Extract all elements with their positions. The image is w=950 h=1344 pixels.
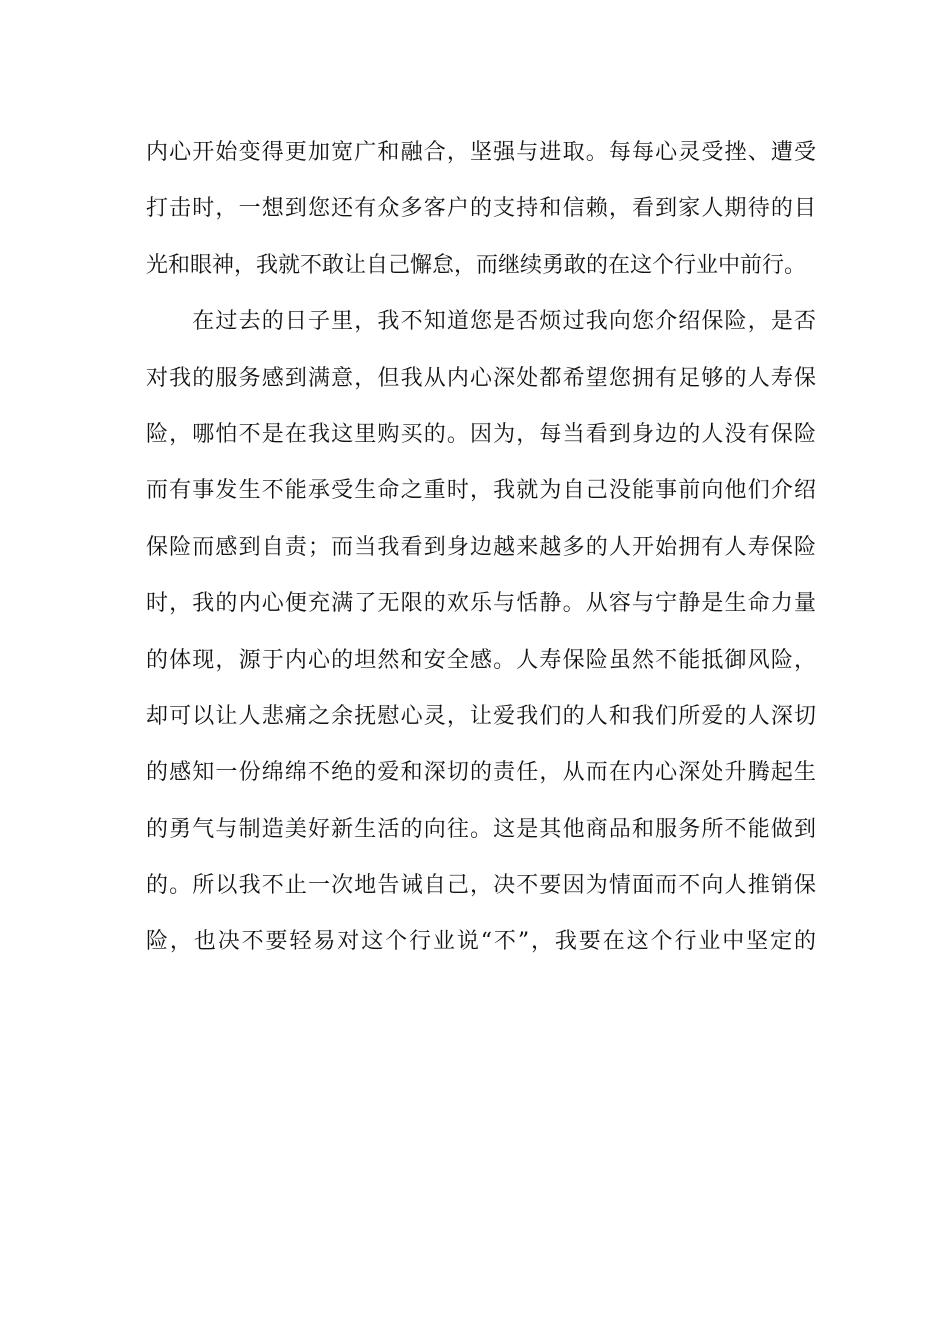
text-line: 保险而感到自责；而当我看到身边越来越多的人开始拥有人寿保险 bbox=[146, 534, 816, 560]
text-line: 险，哪怕不是在我这里购买的。因为，每当看到身边的人没有保险 bbox=[146, 421, 816, 447]
text-line: 的。所以我不止一次地告诫自己，决不要因为情面而不向人推销保 bbox=[146, 873, 816, 899]
text-line: 而有事发生不能承受生命之重时，我就为自己没能事前向他们介绍 bbox=[146, 478, 816, 504]
text-line: 的体现，源于内心的坦然和安全感。人寿保险虽然不能抵御风险， bbox=[146, 647, 816, 673]
text-line: 打击时，一想到您还有众多客户的支持和信赖，看到家人期待的目 bbox=[146, 196, 816, 222]
text-line: 内心开始变得更加宽广和融合，坚强与进取。每每心灵受挫、遭受 bbox=[146, 140, 816, 165]
text-line: 时，我的内心便充满了无限的欢乐与恬静。从容与宁静是生命力量 bbox=[146, 591, 816, 617]
text-line: 对我的服务感到满意，但我从内心深处都希望您拥有足够的人寿保 bbox=[146, 365, 816, 391]
text-line: 险，也决不要轻易对这个行业说“不”，我要在这个行业中坚定的 bbox=[146, 929, 816, 955]
text-line: 的勇气与制造美好新生活的向往。这是其他商品和服务所不能做到 bbox=[146, 816, 816, 842]
text-line: 在过去的日子里，我不知道您是否烦过我向您介绍保险，是否 bbox=[146, 309, 816, 335]
text-line: 却可以让人悲痛之余抚慰心灵，让爱我们的人和我们所爱的人深切 bbox=[146, 703, 816, 729]
text-line: 的感知一份绵绵不绝的爱和深切的责任，从而在内心深处升腾起生 bbox=[146, 760, 816, 786]
body-text bbox=[146, 131, 816, 977]
text-line: 光和眼神，我就不敢让自己懈怠，而继续勇敢的在这个行业中前行。 bbox=[146, 252, 807, 278]
